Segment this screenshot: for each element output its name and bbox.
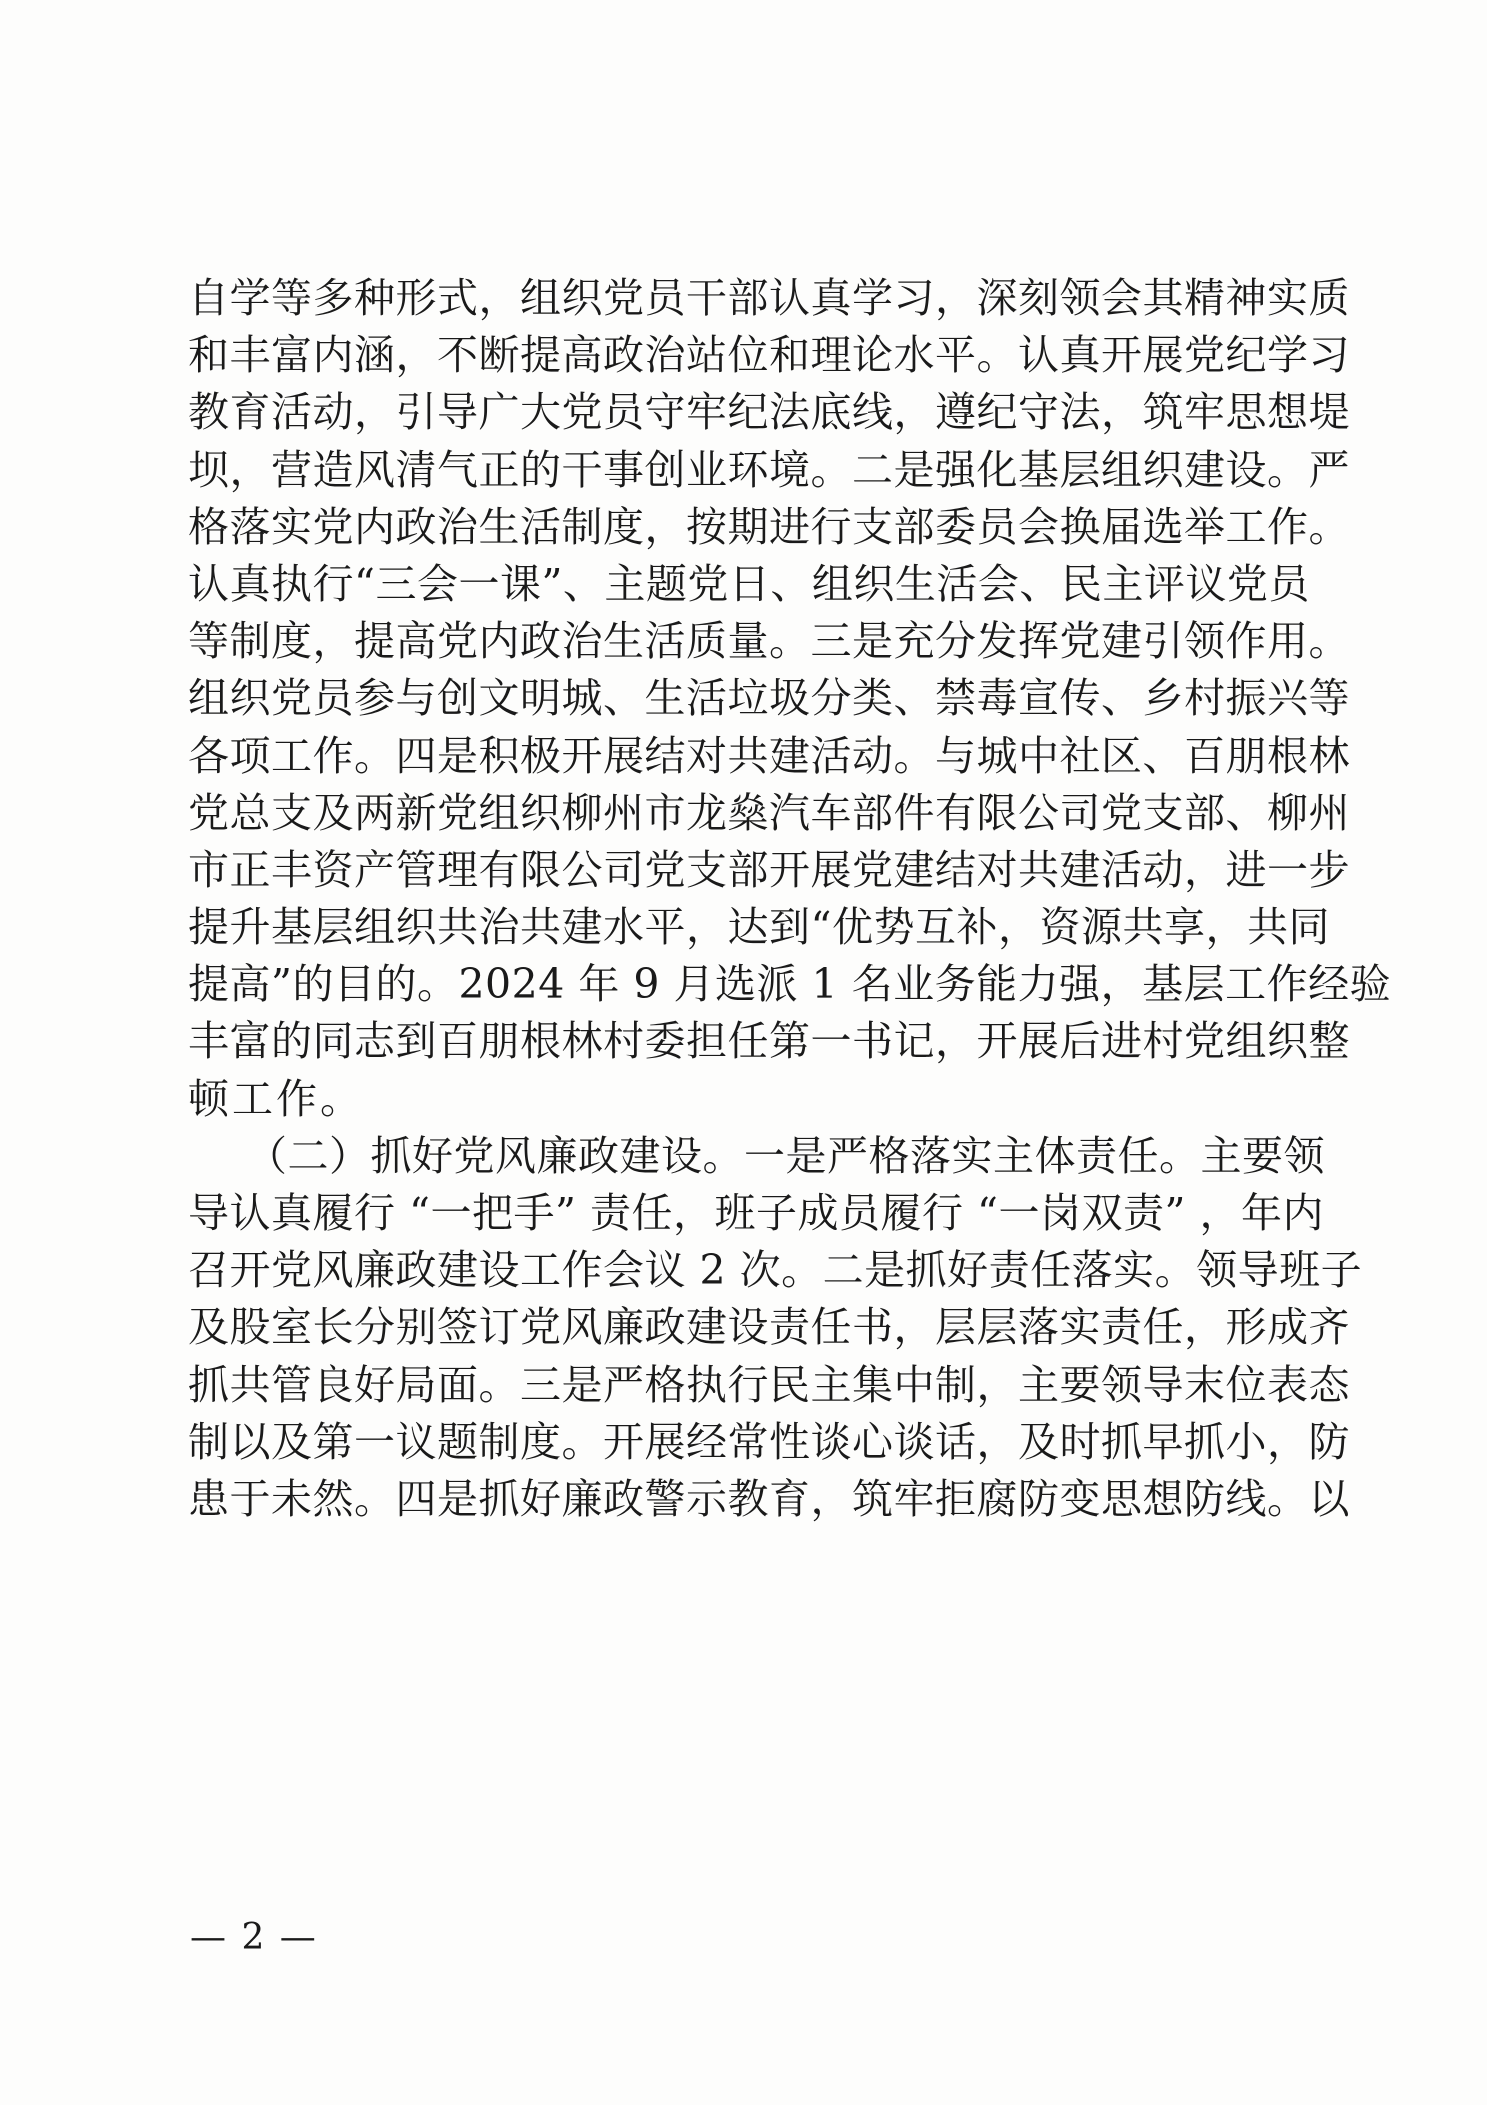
text-line: 提高”的目的。2024 年 9 月选派 1 名业务能力强，基层工作经验: [188, 960, 1392, 1009]
text-line: 各项工作。四是积极开展结对共建活动。与城中社区、百朋根林: [188, 731, 1350, 780]
text-line: 党总支及两新党组织柳州市龙燊汽车部件有限公司党支部、柳州: [188, 788, 1350, 837]
text-line: 格落实党内政治生活制度，按期进行支部委员会换届选举工作。: [188, 502, 1350, 551]
text-line: 及股室长分别签订党风廉政建设责任书，层层落实责任，形成齐: [188, 1303, 1350, 1352]
text-line: 提升基层组织共治共建水平，达到“优势互补，资源共享，共同: [188, 903, 1330, 952]
text-line: 坝，营造风清气正的干事创业环境。二是强化基层组织建设。严: [188, 445, 1350, 494]
text-line: 顿工作。: [188, 1074, 364, 1123]
text-line: 患于未然。四是抓好廉政警示教育，筑牢拒腐防变思想防线。以: [188, 1474, 1350, 1523]
text-line: 教育活动，引导广大党员守牢纪法底线，遵纪守法，筑牢思想堤: [188, 388, 1350, 437]
text-line: 召开党风廉政建设工作会议 2 次。二是抓好责任落实。领导班子: [188, 1246, 1363, 1295]
text-line: 制以及第一议题制度。开展经常性谈心谈话，及时抓早抓小，防: [188, 1417, 1350, 1466]
section-heading-line: （二）抓好党风廉政建设。一是严格落实主体责任。主要领: [246, 1131, 1325, 1180]
body-text: [188, 270, 1392, 1528]
text-line: 认真执行“三会一课”、主题党日、组织生活会、民主评议党员: [188, 559, 1310, 608]
text-line: 市正丰资产管理有限公司党支部开展党建结对共建活动，进一步: [188, 845, 1350, 894]
text-line: 抓共管良好局面。三是严格执行民主集中制，主要领导末位表态: [188, 1360, 1350, 1409]
text-line: 自学等多种形式，组织党员干部认真学习，深刻领会其精神实质: [188, 274, 1350, 322]
text-line: 导认真履行 “一把手” 责任，班子成员履行 “一岗双责” ，年内: [188, 1189, 1324, 1237]
text-line: 组织党员参与创文明城、生活垃圾分类、禁毒宣传、乡村振兴等: [188, 674, 1350, 723]
text-line: 丰富的同志到百朋根林村委担任第一书记，开展后进村党组织整: [188, 1017, 1350, 1066]
text-line: 和丰富内涵，不断提高政治站位和理论水平。认真开展党纪学习: [188, 331, 1350, 380]
page-number: — 2 —: [190, 1917, 318, 1958]
text-line: 等制度，提高党内政治生活质量。三是充分发挥党建引领作用。: [188, 617, 1350, 666]
